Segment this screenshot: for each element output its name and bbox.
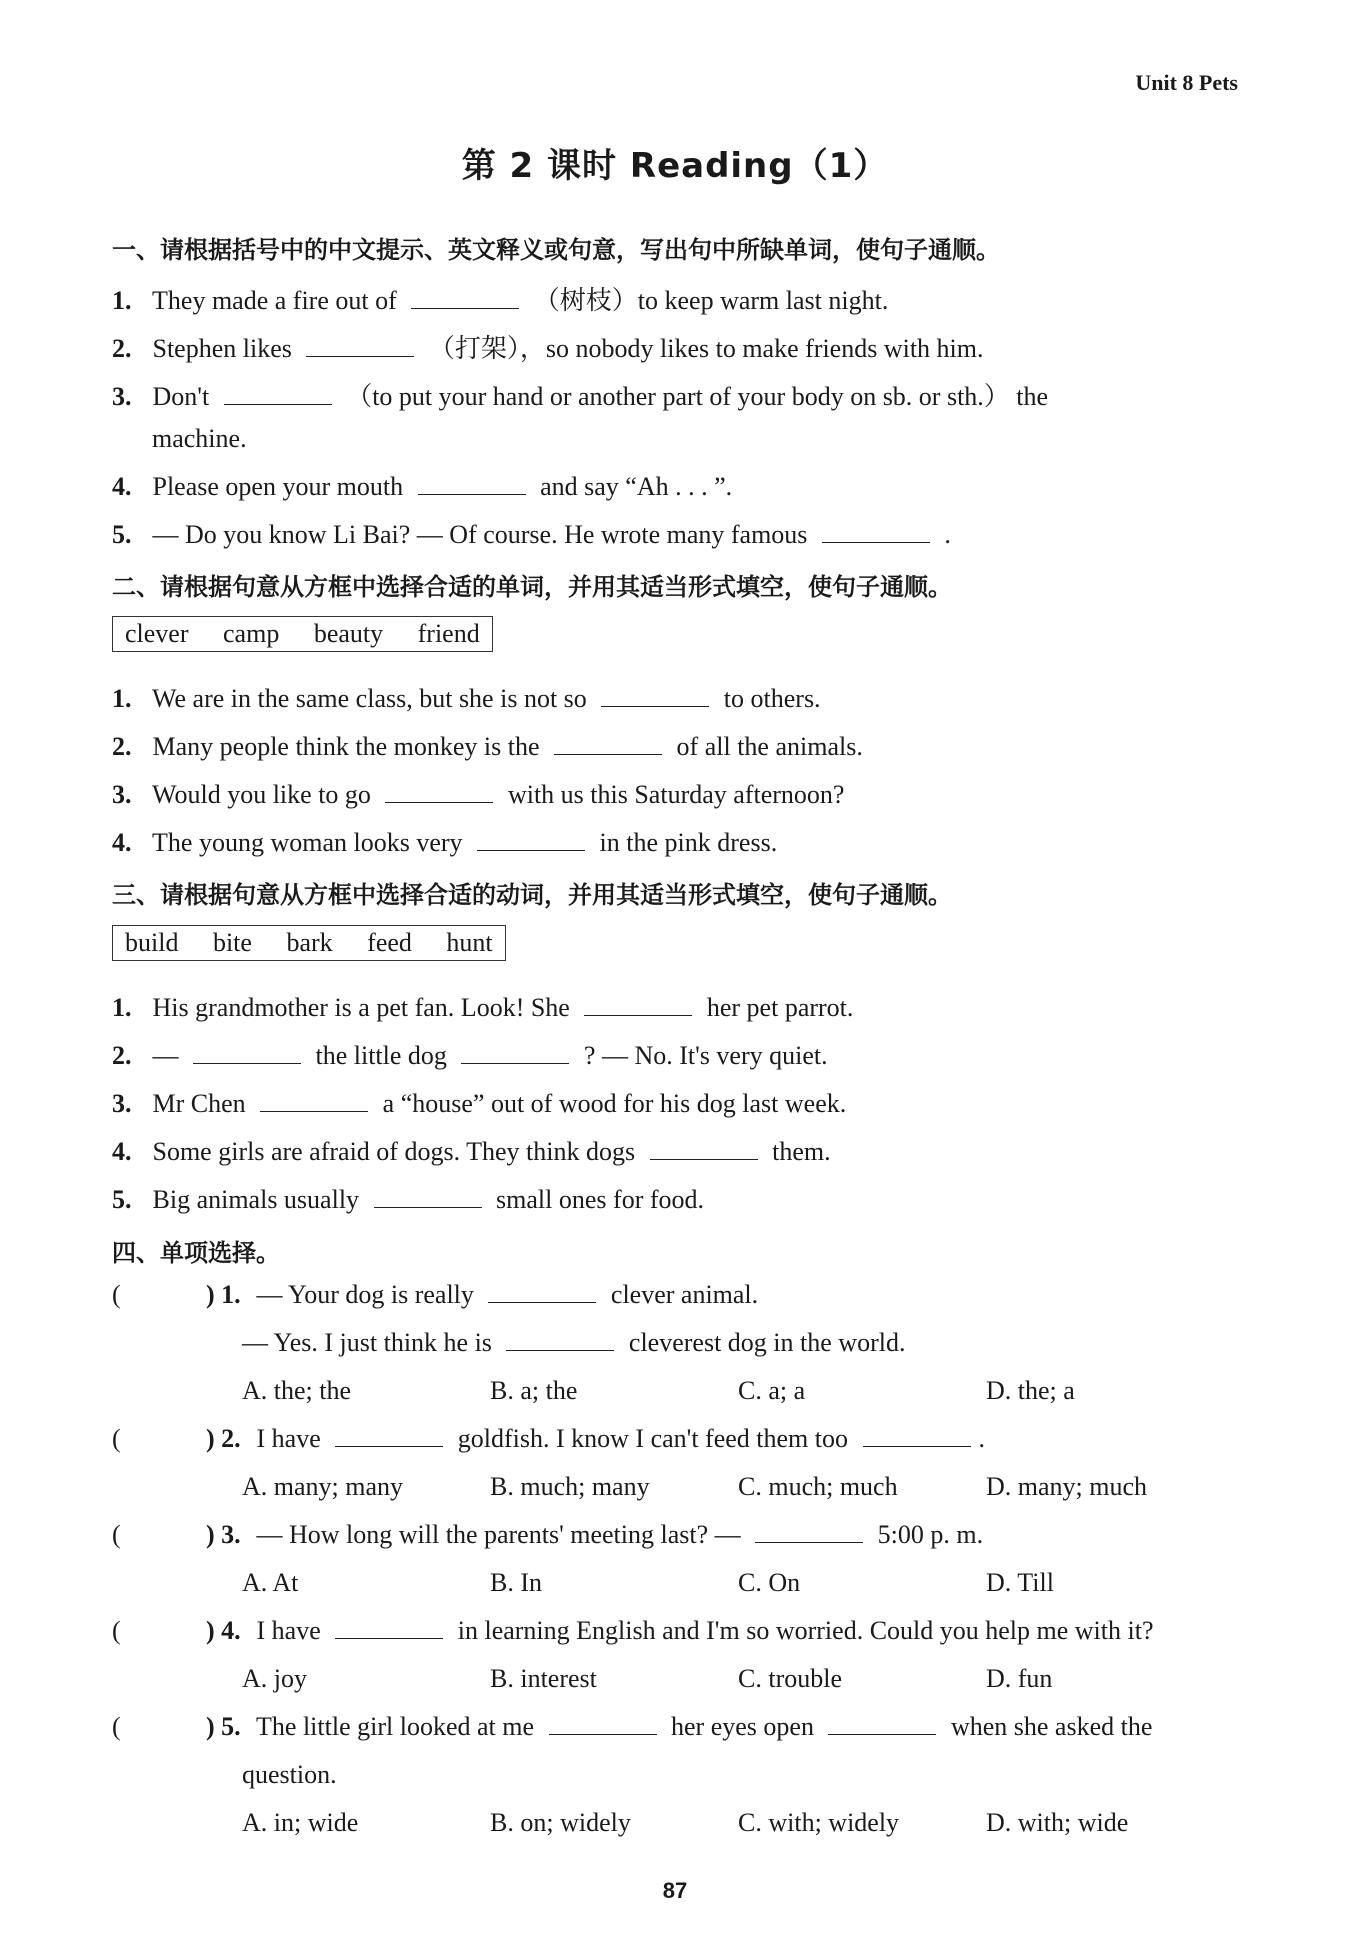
item-text: Many people think the monkey is the (152, 732, 540, 761)
item-number: 2. (112, 1041, 132, 1070)
answer-paren[interactable]: ( (112, 1712, 121, 1741)
answer-blank[interactable] (306, 334, 414, 357)
option-b[interactable]: B. on; widely (490, 1808, 631, 1837)
item-text: His grandmother is a pet fan. Look! She (152, 993, 570, 1022)
answer-blank[interactable] (260, 1089, 368, 1112)
item-text: Would you like to go (152, 780, 371, 809)
item-text: The young woman looks very (152, 828, 463, 857)
item-text: the little dog (315, 1041, 447, 1070)
lesson-title: 第 2 课时 Reading（1） (461, 146, 889, 186)
mc-question-3 (112, 1520, 1238, 1550)
item-text: them. (772, 1137, 831, 1166)
option-d[interactable]: D. Till (986, 1568, 1054, 1597)
item-text: We are in the same class, but she is not so (152, 684, 587, 713)
option-d[interactable]: D. with; wide (986, 1808, 1129, 1837)
option-a[interactable]: A. At (242, 1568, 299, 1597)
answer-blank[interactable] (549, 1712, 657, 1735)
option-d[interactable]: D. fun (986, 1664, 1053, 1693)
answer-blank[interactable] (335, 1424, 443, 1447)
answer-blank[interactable] (506, 1328, 614, 1351)
item-text: The little girl looked at me (256, 1712, 535, 1741)
mc-question-5-cont (242, 1760, 1238, 1790)
section-4-title: 四、单项选择。 (112, 1239, 280, 1267)
item-text: goldfish. I know I can't feed them too (457, 1424, 849, 1453)
s2-item-3 (112, 780, 1238, 810)
option-c[interactable]: C. much; much (738, 1472, 898, 1501)
item-number: 1. (112, 993, 132, 1022)
option-b[interactable]: B. interest (490, 1664, 597, 1693)
s2-item-4 (112, 828, 1238, 858)
word-box (112, 616, 493, 652)
item-number: 2. (112, 732, 132, 761)
item-text: I have (256, 1616, 321, 1645)
option-a[interactable]: A. in; wide (242, 1808, 359, 1837)
option-b[interactable]: B. a; the (490, 1376, 578, 1405)
answer-blank[interactable] (411, 286, 519, 309)
section-3-title: 三、请根据句意从方框中选择合适的动词，并用其适当形式填空，使句子通顺。 (112, 881, 952, 909)
item-text: （树枝）to keep warm last night. (533, 286, 889, 315)
answer-blank[interactable] (461, 1041, 569, 1064)
option-c[interactable]: C. trouble (738, 1664, 842, 1693)
item-text: cleverest dog in the world. (628, 1328, 906, 1357)
answer-blank[interactable] (335, 1616, 443, 1639)
item-text: Mr Chen (152, 1089, 246, 1118)
word-option: friend (417, 619, 480, 648)
item-number: 1. (112, 684, 132, 713)
item-number: 3. (112, 780, 132, 809)
answer-paren[interactable]: ( (112, 1424, 121, 1453)
s1-item-3-cont (152, 424, 1238, 454)
item-number: 4. (112, 828, 132, 857)
s3-item-4 (112, 1137, 1238, 1167)
option-d[interactable]: D. many; much (986, 1472, 1148, 1501)
item-text: of all the animals. (676, 732, 863, 761)
item-number: 3. (112, 1089, 132, 1118)
item-text: — (152, 1041, 179, 1070)
s3-item-3 (112, 1089, 1238, 1119)
mc-question-2 (112, 1424, 1238, 1454)
word-option: beauty (313, 619, 384, 648)
item-text: Some girls are afraid of dogs. They think dogs (152, 1137, 636, 1166)
item-text: — Your dog is really (256, 1280, 474, 1309)
answer-blank[interactable] (755, 1520, 863, 1543)
answer-blank[interactable] (374, 1185, 482, 1208)
option-d[interactable]: D. the; a (986, 1376, 1075, 1405)
answer-blank[interactable] (385, 780, 493, 803)
word-option: bark (286, 928, 333, 957)
item-text: her pet parrot. (706, 993, 854, 1022)
item-text: Big animals usually (152, 1185, 360, 1214)
item-text: — Do you know Li Bai? — Of course. He wrote many famous (152, 520, 808, 549)
item-text: 5:00 p. m. (877, 1520, 984, 1549)
answer-blank[interactable] (828, 1712, 936, 1735)
answer-blank[interactable] (822, 520, 930, 543)
s3-item-1 (112, 993, 1238, 1023)
item-number: 1. (112, 286, 132, 315)
item-text: small ones for food. (496, 1185, 705, 1214)
answer-paren[interactable]: ( (112, 1520, 121, 1549)
mc-question-5 (112, 1712, 1238, 1742)
option-c[interactable]: C. On (738, 1568, 801, 1597)
option-c[interactable]: C. with; widely (738, 1808, 900, 1837)
section-1-title: 一、请根据括号中的中文提示、英文释义或句意，写出句中所缺单词，使句子通顺。 (112, 236, 1000, 264)
item-text: and say “Ah . . . ”. (540, 472, 733, 501)
item-text: when she asked the (950, 1712, 1153, 1741)
item-number: ) 4. (206, 1616, 241, 1645)
s1-item-5 (112, 520, 1238, 550)
item-text: in the pink dress. (599, 828, 778, 857)
answer-blank[interactable] (193, 1041, 301, 1064)
s2-item-2 (112, 732, 1238, 762)
verb-box (112, 925, 506, 961)
word-option: clever (125, 619, 189, 648)
item-number: 5. (112, 1185, 132, 1214)
item-text: Please open your mouth (152, 472, 404, 501)
item-text: They made a fire out of (152, 286, 397, 315)
item-number: ) 2. (206, 1424, 241, 1453)
answer-blank[interactable] (650, 1137, 758, 1160)
s1-item-1 (112, 280, 1238, 317)
word-option: build (125, 928, 179, 957)
item-number: 4. (112, 472, 132, 501)
answer-blank[interactable] (418, 472, 526, 495)
answer-paren[interactable]: ( (112, 1616, 121, 1645)
item-number: ) 5. (206, 1712, 241, 1741)
s3-item-2 (112, 1041, 1238, 1071)
word-option: hunt (446, 928, 493, 957)
section-2-title: 二、请根据句意从方框中选择合适的单词，并用其适当形式填空，使句子通顺。 (112, 573, 952, 601)
unit-header: Unit 8 Pets (1135, 70, 1238, 95)
mc-question-1 (112, 1280, 1238, 1310)
option-a[interactable]: A. joy (242, 1664, 307, 1693)
mc-question-4 (112, 1616, 1238, 1646)
option-a[interactable]: A. the; the (242, 1376, 352, 1405)
item-text: a “house” out of wood for his dog last week. (382, 1089, 847, 1118)
item-text: — Yes. I just think he is (242, 1328, 492, 1357)
item-text: in learning English and I'm so worried. Could you help me with it? (457, 1616, 1154, 1645)
option-b[interactable]: B. much; many (490, 1472, 650, 1501)
item-text: to others. (723, 684, 821, 713)
answer-blank[interactable] (224, 382, 332, 405)
option-b[interactable]: B. In (490, 1568, 542, 1597)
item-text: Don't (152, 382, 210, 411)
item-number: 5. (112, 520, 132, 549)
item-text: Stephen likes (152, 334, 292, 363)
item-text: machine. (152, 424, 247, 453)
answer-blank[interactable] (477, 828, 585, 851)
item-number: ) 1. (206, 1280, 241, 1309)
option-c[interactable]: C. a; a (738, 1376, 806, 1405)
item-text: question. (242, 1760, 337, 1789)
answer-blank[interactable] (584, 993, 692, 1016)
answer-blank[interactable] (554, 732, 662, 755)
word-option: camp (223, 619, 280, 648)
option-a[interactable]: A. many; many (242, 1472, 404, 1501)
item-number: 3. (112, 382, 132, 411)
item-number: ) 3. (206, 1520, 241, 1549)
answer-paren[interactable]: ( (112, 1280, 121, 1309)
item-text: her eyes open (671, 1712, 814, 1741)
word-option: feed (367, 928, 412, 957)
item-text: I have (256, 1424, 321, 1453)
item-number: 4. (112, 1137, 132, 1166)
answer-blank[interactable] (488, 1280, 596, 1303)
s1-item-4 (112, 472, 1238, 502)
item-text: （to put your hand or another part of your body on sb. or sth.） the (346, 382, 1049, 411)
item-text: ? — No. It's very quiet. (583, 1041, 828, 1070)
answer-blank[interactable] (863, 1424, 971, 1447)
s1-item-2 (112, 328, 1238, 365)
mc-question-1-line2 (242, 1328, 1238, 1358)
item-text: clever animal. (610, 1280, 759, 1309)
item-text: . (944, 520, 951, 549)
s3-item-5 (112, 1185, 1238, 1215)
s2-item-1 (112, 684, 1238, 714)
word-option: bite (212, 928, 252, 957)
page-number: 87 (662, 1878, 688, 1903)
s1-item-3 (112, 376, 1238, 413)
item-text: . (978, 1424, 986, 1453)
item-text: — How long will the parents' meeting last? — (256, 1520, 741, 1549)
item-text: with us this Saturday afternoon? (507, 780, 845, 809)
answer-blank[interactable] (601, 684, 709, 707)
item-number: 2. (112, 334, 132, 363)
item-text: （打架），so nobody likes to make friends with him. (428, 334, 984, 363)
